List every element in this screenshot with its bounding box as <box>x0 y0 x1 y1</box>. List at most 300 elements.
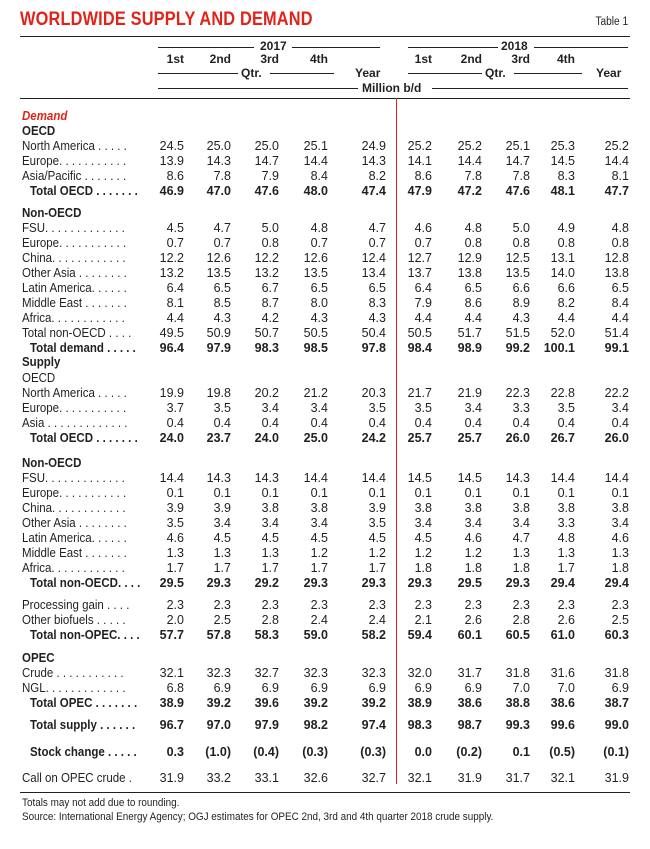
top-rule <box>20 36 630 37</box>
table-cell: 3.8 <box>512 501 530 515</box>
table-cell: 3.4 <box>261 516 279 530</box>
header-quarter-2017-4: 4th <box>310 52 328 66</box>
header-2018-rule-left <box>408 47 498 48</box>
table-cell: 59.4 <box>407 628 432 642</box>
table-cell: 12.4 <box>361 251 386 265</box>
table-cell: 4.5 <box>368 531 386 545</box>
table-cell: 50.4 <box>361 326 386 340</box>
table-cell: 8.1 <box>166 296 184 310</box>
row-label: Total OECD . . . . . . . <box>30 431 138 445</box>
table-cell: 98.7 <box>457 718 482 732</box>
table-cell: 0.3 <box>166 745 184 759</box>
table-cell: 14.5 <box>407 471 432 485</box>
table-cell: 29.3 <box>303 576 328 590</box>
table-cell: 0.8 <box>611 236 629 250</box>
table-cell: 3.8 <box>464 501 482 515</box>
table-cell: 2.6 <box>557 613 575 627</box>
table-cell: 6.6 <box>512 281 530 295</box>
table-cell: 31.7 <box>505 771 530 785</box>
row-label: Middle East . . . . . . . <box>22 296 127 310</box>
table-cell: 2.1 <box>414 613 432 627</box>
table-cell: 1.2 <box>368 546 386 560</box>
table-cell: 1.8 <box>414 561 432 575</box>
table-cell: 0.8 <box>261 236 279 250</box>
table-cell: 4.4 <box>414 311 432 325</box>
table-row <box>20 124 630 139</box>
table-cell: 29.4 <box>604 576 629 590</box>
table-cell: 14.0 <box>550 266 575 280</box>
header-qtr-rule-2017-left <box>158 73 238 74</box>
table-cell: (0.5) <box>549 745 575 759</box>
row-label: Europe. . . . . . . . . . . <box>22 154 127 168</box>
table-cell: 22.8 <box>550 386 575 400</box>
table-cell: 8.9 <box>512 296 530 310</box>
table-cell: 46.9 <box>159 184 184 198</box>
row-label: OPEC <box>22 651 55 665</box>
table-cell: 2.4 <box>368 613 386 627</box>
table-cell: 4.4 <box>611 311 629 325</box>
table-cell: 1.2 <box>414 546 432 560</box>
header-quarter-2018-1: 1st <box>414 52 432 66</box>
table-cell: 96.7 <box>159 718 184 732</box>
table-cell: 8.6 <box>166 169 184 183</box>
table-cell: 3.8 <box>414 501 432 515</box>
table-cell: 32.7 <box>254 666 279 680</box>
table-cell: 8.3 <box>557 169 575 183</box>
table-cell: 100.1 <box>543 341 575 355</box>
table-cell: 47.6 <box>254 184 279 198</box>
row-label: Europe. . . . . . . . . . . <box>22 236 127 250</box>
row-label: Africa. . . . . . . . . . . . <box>22 311 125 325</box>
table-row <box>20 628 630 643</box>
table-cell: 1.8 <box>611 561 629 575</box>
table-cell: 3.4 <box>611 516 629 530</box>
table-cell: 14.4 <box>303 154 328 168</box>
table-cell: 33.1 <box>254 771 279 785</box>
table-cell: 13.1 <box>550 251 575 265</box>
table-cell: 14.3 <box>206 154 231 168</box>
table-cell: 0.8 <box>512 236 530 250</box>
row-label: Total OECD . . . . . . . <box>30 184 138 198</box>
table-cell: 5.0 <box>261 221 279 235</box>
table-cell: 58.3 <box>254 628 279 642</box>
table-row <box>20 598 630 613</box>
table-row <box>20 221 630 236</box>
table-cell: 99.6 <box>550 718 575 732</box>
table-cell: 5.0 <box>512 221 530 235</box>
header-quarter-2017-1: 1st <box>166 52 184 66</box>
table-cell: 98.3 <box>407 718 432 732</box>
table-cell: 13.9 <box>159 154 184 168</box>
table-cell: 0.1 <box>611 486 629 500</box>
table-cell: 8.3 <box>368 296 386 310</box>
table-cell: 4.6 <box>464 531 482 545</box>
table-cell: 20.3 <box>361 386 386 400</box>
table-cell: (0.3) <box>360 745 386 759</box>
table-cell: 32.1 <box>407 771 432 785</box>
header-year-label-2018: Year <box>596 66 622 80</box>
table-cell: 57.8 <box>206 628 231 642</box>
table-cell: 23.7 <box>206 431 231 445</box>
table-cell: 0.1 <box>512 745 530 759</box>
header-quarter-2018-4: 4th <box>557 52 575 66</box>
table-cell: 25.2 <box>407 139 432 153</box>
table-cell: 0.1 <box>512 486 530 500</box>
table-cell: 0.4 <box>557 416 575 430</box>
table-cell: 3.4 <box>310 516 328 530</box>
page-title: WORLDWIDE SUPPLY AND DEMAND <box>20 9 313 30</box>
table-cell: 13.8 <box>604 266 629 280</box>
table-cell: 3.4 <box>261 401 279 415</box>
table-cell: 6.5 <box>310 281 328 295</box>
table-cell: 13.5 <box>505 266 530 280</box>
table-cell: 26.0 <box>604 431 629 445</box>
table-cell: 14.4 <box>550 471 575 485</box>
table-cell: 2.3 <box>557 598 575 612</box>
table-row <box>20 386 630 401</box>
table-cell: 25.7 <box>407 431 432 445</box>
row-label: OECD <box>22 371 56 385</box>
table-cell: 29.2 <box>254 576 279 590</box>
row-label: Total OPEC . . . . . . . <box>30 696 138 710</box>
row-label: OECD <box>22 124 56 138</box>
table-cell: 2.6 <box>464 613 482 627</box>
table-cell: (0.1) <box>603 745 629 759</box>
table-cell: 8.2 <box>557 296 575 310</box>
table-cell: 99.3 <box>505 718 530 732</box>
header-qtr-2017: Qtr. <box>241 66 262 80</box>
table-row <box>20 281 630 296</box>
table-cell: 0.7 <box>213 236 231 250</box>
table-cell: 4.6 <box>611 531 629 545</box>
table-cell: 1.8 <box>464 561 482 575</box>
table-cell: 4.3 <box>310 311 328 325</box>
row-label: Other Asia . . . . . . . . <box>22 516 127 530</box>
table-cell: 6.9 <box>310 681 328 695</box>
table-cell: 12.9 <box>457 251 482 265</box>
table-cell: 25.3 <box>550 139 575 153</box>
table-row <box>20 341 630 356</box>
table-cell: 29.3 <box>206 576 231 590</box>
table-cell: 24.0 <box>159 431 184 445</box>
table-cell: 0.1 <box>368 486 386 500</box>
table-cell: 0.4 <box>611 416 629 430</box>
table-cell: 38.6 <box>550 696 575 710</box>
row-label: Non-OECD <box>22 206 82 220</box>
table-cell: 6.9 <box>464 681 482 695</box>
table-row <box>20 139 630 154</box>
bottom-rule <box>20 792 630 793</box>
row-label: Total non-OECD . . . . <box>22 326 132 340</box>
table-cell: 32.0 <box>407 666 432 680</box>
table-row <box>20 576 630 591</box>
table-cell: 4.3 <box>512 311 530 325</box>
table-cell: 2.0 <box>166 613 184 627</box>
table-cell: 3.5 <box>166 516 184 530</box>
row-label: Other biofuels . . . . . <box>22 613 126 627</box>
table-cell: 31.9 <box>604 771 629 785</box>
table-cell: 1.2 <box>310 546 328 560</box>
header-quarter-2017-3: 3rd <box>260 52 279 66</box>
table-cell: 2.4 <box>310 613 328 627</box>
table-cell: 3.9 <box>166 501 184 515</box>
header-quarter-2018-2: 2nd <box>460 52 482 66</box>
table-cell: (0.2) <box>456 745 482 759</box>
table-row <box>20 326 630 341</box>
table-cell: 97.4 <box>361 718 386 732</box>
row-label: North America . . . . . <box>22 386 127 400</box>
table-cell: 0.1 <box>310 486 328 500</box>
row-label: Africa. . . . . . . . . . . . <box>22 561 125 575</box>
table-cell: 13.2 <box>254 266 279 280</box>
table-cell: 1.3 <box>166 546 184 560</box>
table-cell: 26.7 <box>550 431 575 445</box>
table-cell: 4.2 <box>261 311 279 325</box>
table-cell: 3.4 <box>414 516 432 530</box>
header-year-2017: 2017 <box>260 39 287 53</box>
table-cell: 12.2 <box>159 251 184 265</box>
table-cell: 32.1 <box>550 771 575 785</box>
table-cell: 4.3 <box>213 311 231 325</box>
table-cell: 47.6 <box>505 184 530 198</box>
table-cell: 4.5 <box>414 531 432 545</box>
table-cell: 1.3 <box>611 546 629 560</box>
table-cell: 2.3 <box>213 598 231 612</box>
table-cell: 3.4 <box>611 401 629 415</box>
table-cell: 8.2 <box>368 169 386 183</box>
table-cell: 2.5 <box>611 613 629 627</box>
table-cell: 1.7 <box>368 561 386 575</box>
table-cell: 24.5 <box>159 139 184 153</box>
table-cell: 4.6 <box>414 221 432 235</box>
table-cell: 4.5 <box>213 531 231 545</box>
table-row <box>20 651 630 666</box>
table-row <box>20 471 630 486</box>
table-cell: 98.3 <box>254 341 279 355</box>
table-cell: 7.8 <box>512 169 530 183</box>
header-qtr-rule-2018-right <box>514 73 582 74</box>
table-row <box>20 206 630 221</box>
row-label: FSU. . . . . . . . . . . . . <box>22 471 125 485</box>
table-row <box>20 696 630 711</box>
header-qtr-rule-2018-left <box>408 73 482 74</box>
table-cell: 3.4 <box>512 516 530 530</box>
table-cell: 1.3 <box>557 546 575 560</box>
table-cell: 32.3 <box>206 666 231 680</box>
table-cell: 14.1 <box>407 154 432 168</box>
table-cell: 50.9 <box>206 326 231 340</box>
header-year-label-2017: Year <box>355 66 381 80</box>
header-unit: Million b/d <box>362 81 422 95</box>
table-cell: 97.0 <box>206 718 231 732</box>
table-cell: 0.1 <box>557 486 575 500</box>
table-cell: 4.7 <box>213 221 231 235</box>
row-label: Middle East . . . . . . . <box>22 546 127 560</box>
table-cell: 20.2 <box>254 386 279 400</box>
row-label: North America . . . . . <box>22 139 127 153</box>
table-cell: 0.1 <box>414 486 432 500</box>
table-cell: 4.8 <box>611 221 629 235</box>
table-cell: 3.7 <box>166 401 184 415</box>
table-cell: 6.5 <box>464 281 482 295</box>
table-cell: 3.5 <box>368 401 386 415</box>
table-cell: 47.9 <box>407 184 432 198</box>
table-cell: 2.8 <box>261 613 279 627</box>
table-cell: 2.5 <box>213 613 231 627</box>
table-cell: 8.4 <box>611 296 629 310</box>
table-row <box>20 501 630 516</box>
table-cell: 3.9 <box>368 501 386 515</box>
table-cell: 49.5 <box>159 326 184 340</box>
table-cell: 14.4 <box>303 471 328 485</box>
table-cell: 1.2 <box>464 546 482 560</box>
table-cell: 48.0 <box>303 184 328 198</box>
table-row <box>20 416 630 431</box>
table-cell: 3.4 <box>464 516 482 530</box>
header-quarter-2017-2: 2nd <box>209 52 231 66</box>
row-label: Other Asia . . . . . . . . <box>22 266 127 280</box>
table-cell: 6.5 <box>368 281 386 295</box>
table-cell: 24.0 <box>254 431 279 445</box>
table-cell: 7.8 <box>213 169 231 183</box>
table-cell: 0.1 <box>213 486 231 500</box>
table-cell: 0.7 <box>166 236 184 250</box>
table-cell: 51.5 <box>505 326 530 340</box>
table-cell: 6.5 <box>611 281 629 295</box>
table-cell: 3.8 <box>310 501 328 515</box>
table-row <box>20 311 630 326</box>
table-row <box>20 236 630 251</box>
table-cell: 2.3 <box>261 598 279 612</box>
table-cell: 3.8 <box>611 501 629 515</box>
table-cell: 7.0 <box>557 681 575 695</box>
table-cell: 50.7 <box>254 326 279 340</box>
table-cell: 1.7 <box>166 561 184 575</box>
table-cell: 0.4 <box>310 416 328 430</box>
row-label: Latin America. . . . . . <box>22 531 127 545</box>
table-cell: 99.0 <box>604 718 629 732</box>
table-cell: 21.7 <box>407 386 432 400</box>
table-cell: 19.8 <box>206 386 231 400</box>
table-cell: 51.7 <box>457 326 482 340</box>
table-cell: 14.4 <box>457 154 482 168</box>
table-cell: 14.5 <box>457 471 482 485</box>
table-cell: 12.6 <box>303 251 328 265</box>
table-row <box>20 154 630 169</box>
table-cell: 6.4 <box>166 281 184 295</box>
table-cell: 32.1 <box>159 666 184 680</box>
header-2017-rule-left <box>158 47 254 48</box>
table-cell: 58.2 <box>361 628 386 642</box>
table-cell: 25.7 <box>457 431 482 445</box>
table-cell: 0.4 <box>368 416 386 430</box>
table-cell: 99.2 <box>505 341 530 355</box>
row-label: Demand <box>22 109 68 123</box>
table-cell: 39.2 <box>303 696 328 710</box>
table-cell: 7.9 <box>414 296 432 310</box>
table-cell: 0.8 <box>464 236 482 250</box>
table-cell: 0.4 <box>261 416 279 430</box>
table-cell: 47.4 <box>361 184 386 198</box>
header-quarter-2018-3: 3rd <box>511 52 530 66</box>
table-cell: 0.7 <box>368 236 386 250</box>
table-cell: 4.8 <box>464 221 482 235</box>
table-cell: 38.8 <box>505 696 530 710</box>
table-cell: 4.5 <box>166 221 184 235</box>
table-cell: 47.7 <box>604 184 629 198</box>
table-cell: 32.3 <box>303 666 328 680</box>
table-cell: 13.2 <box>159 266 184 280</box>
table-cell: 3.4 <box>213 516 231 530</box>
table-cell: 22.2 <box>604 386 629 400</box>
table-cell: 2.3 <box>464 598 482 612</box>
table-cell: 8.0 <box>310 296 328 310</box>
table-cell: 4.6 <box>166 531 184 545</box>
table-cell: 98.4 <box>407 341 432 355</box>
table-row <box>20 431 630 446</box>
header-bottom-rule <box>20 98 630 99</box>
table-cell: 7.8 <box>464 169 482 183</box>
table-row <box>20 109 630 124</box>
table-cell: 21.2 <box>303 386 328 400</box>
table-row <box>20 266 630 281</box>
table-cell: 0.1 <box>464 486 482 500</box>
header-unit-rule-left <box>158 88 358 89</box>
table-cell: 60.3 <box>604 628 629 642</box>
table-cell: 25.0 <box>206 139 231 153</box>
table-cell: 3.3 <box>557 516 575 530</box>
table-cell: 4.7 <box>368 221 386 235</box>
table-cell: 2.8 <box>512 613 530 627</box>
table-cell: 1.7 <box>261 561 279 575</box>
footnote-rounding: Totals may not add due to rounding. <box>22 797 180 809</box>
row-label: Asia/Pacific . . . . . . . <box>22 169 127 183</box>
header-qtr-2018: Qtr. <box>485 66 506 80</box>
row-label: Latin America. . . . . . <box>22 281 127 295</box>
table-cell: 25.2 <box>604 139 629 153</box>
table-cell: 31.8 <box>505 666 530 680</box>
table-row <box>20 371 630 386</box>
table-cell: 50.5 <box>407 326 432 340</box>
table-cell: 1.7 <box>557 561 575 575</box>
table-row <box>20 613 630 628</box>
table-cell: 4.5 <box>310 531 328 545</box>
table-cell: 14.4 <box>604 471 629 485</box>
table-cell: 12.8 <box>604 251 629 265</box>
table-cell: 6.5 <box>213 281 231 295</box>
table-row <box>20 169 630 184</box>
table-cell: 3.5 <box>213 401 231 415</box>
table-cell: 6.9 <box>261 681 279 695</box>
table-row <box>20 296 630 311</box>
table-cell: 8.5 <box>213 296 231 310</box>
table-cell: 38.9 <box>407 696 432 710</box>
table-row <box>20 531 630 546</box>
table-cell: 13.5 <box>206 266 231 280</box>
row-label: Stock change . . . . . <box>30 745 137 759</box>
table-cell: 25.0 <box>254 139 279 153</box>
table-cell: 6.9 <box>213 681 231 695</box>
table-cell: 0.1 <box>261 486 279 500</box>
table-cell: 4.4 <box>557 311 575 325</box>
table-cell: 3.4 <box>464 401 482 415</box>
table-cell: 4.9 <box>557 221 575 235</box>
table-cell: 2.3 <box>368 598 386 612</box>
table-cell: 14.3 <box>206 471 231 485</box>
table-cell: 38.7 <box>604 696 629 710</box>
table-cell: 6.9 <box>368 681 386 695</box>
table-cell: 61.0 <box>550 628 575 642</box>
